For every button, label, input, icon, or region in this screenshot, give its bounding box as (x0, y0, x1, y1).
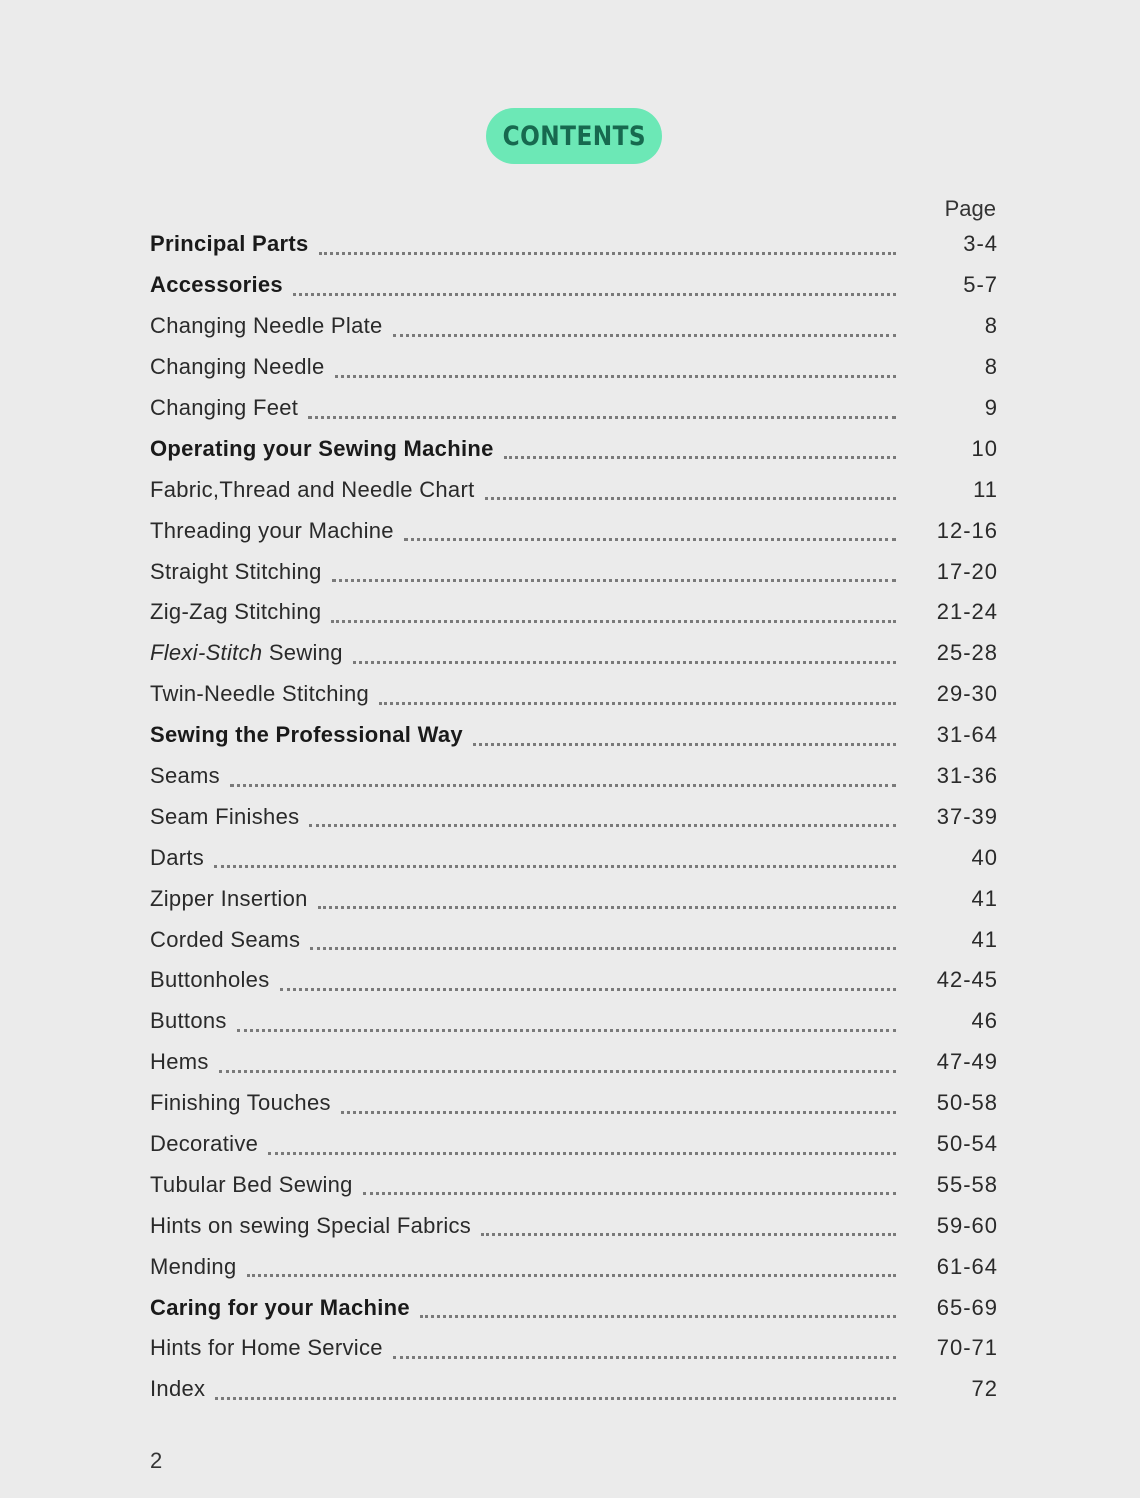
toc-entry-page: 41 (971, 926, 998, 952)
dot-leader (280, 988, 897, 991)
toc-entry-page: 59-60 (936, 1212, 998, 1238)
contents-title-badge (486, 108, 662, 164)
toc-entry (150, 878, 998, 919)
toc-entry-title (150, 1008, 227, 1034)
toc-entry (150, 1205, 998, 1246)
dot-leader (310, 947, 896, 950)
toc-entry-page: 46 (971, 1008, 998, 1034)
toc-entry (150, 1369, 998, 1410)
toc-entry-page: 25-28 (936, 640, 998, 666)
toc-entry-title-text: Zipper Insertion (150, 885, 308, 911)
toc-entry-title-text: Changing Feet (150, 395, 299, 420)
dot-leader (247, 1274, 897, 1277)
toc-entry-title-text: Hints for Home Service (150, 1335, 383, 1361)
toc-entry-title (150, 559, 322, 585)
page-column-header: Page (944, 196, 996, 221)
toc-entry-title (150, 518, 394, 544)
dot-leader (214, 865, 896, 868)
dot-leader (363, 1192, 896, 1195)
toc-entry (150, 1287, 998, 1328)
toc-entry-page: 70-71 (936, 1335, 998, 1361)
toc-entry-page: 65-69 (936, 1294, 998, 1320)
toc-entry-page: 55-58 (936, 1171, 998, 1197)
toc-entry-page: 41 (971, 885, 998, 911)
toc-entry-page: 47-49 (936, 1049, 998, 1075)
table-of-contents (150, 224, 998, 1410)
toc-entry-title-italic: Flexi-Stitch (150, 640, 263, 666)
toc-entry (150, 388, 998, 429)
toc-entry-title-text: Hints on sewing Special Fabrics (150, 1212, 472, 1238)
toc-entry-title (150, 722, 463, 748)
toc-entry-title (150, 599, 321, 625)
dot-leader (404, 538, 896, 541)
toc-entry-page: 61-64 (936, 1253, 998, 1279)
toc-entry-title (150, 1254, 237, 1280)
dot-leader (308, 416, 896, 419)
dot-leader (379, 702, 896, 705)
toc-entry-title-text: Fabric,Thread and Needle Chart (150, 476, 475, 502)
toc-entry-page: 42-45 (936, 967, 998, 993)
toc-entry-title (150, 477, 475, 503)
toc-entry-title-text: Twin-Needle Stitching (150, 681, 370, 707)
toc-entry (150, 1042, 998, 1083)
toc-entry (150, 347, 998, 388)
toc-entry-title-text: Straight Stitching (150, 558, 322, 584)
toc-entry-title (150, 845, 204, 871)
toc-entry (150, 428, 998, 469)
toc-entry-page: 50-58 (936, 1090, 998, 1116)
toc-entry (150, 633, 998, 674)
toc-entry-page: 12-16 (936, 517, 998, 543)
toc-entry-title-text: Seam Finishes (150, 803, 300, 829)
toc-entry-title (150, 927, 300, 953)
dot-leader (230, 784, 896, 787)
toc-entry-title-text: Index (150, 1376, 206, 1402)
dot-leader (219, 1070, 896, 1073)
toc-entry-title (150, 763, 220, 789)
toc-entry-title (150, 354, 325, 380)
toc-entry-page: 72 (971, 1376, 998, 1402)
dot-leader (504, 456, 896, 459)
toc-entry-title-text: Changing Needle (150, 354, 325, 380)
toc-entry (150, 756, 998, 797)
toc-entry-title (150, 1049, 209, 1075)
toc-entry (150, 592, 998, 633)
toc-entry-title (150, 272, 283, 298)
toc-entry-title (150, 640, 343, 666)
toc-entry (150, 1246, 998, 1287)
toc-entry (150, 1083, 998, 1124)
toc-entry-page: 40 (971, 844, 998, 870)
toc-entry (150, 674, 998, 715)
dot-leader (332, 579, 896, 582)
toc-entry-title (150, 313, 383, 339)
toc-entry (150, 469, 998, 510)
toc-entry-title-text: Decorative (150, 1131, 259, 1157)
toc-entry-page: 17-20 (936, 558, 998, 584)
toc-entry (150, 306, 998, 347)
toc-entry-title (150, 1295, 410, 1321)
dot-leader (318, 906, 896, 909)
toc-entry (150, 1164, 998, 1205)
dot-leader (293, 293, 896, 296)
page-number: 2 (150, 1448, 163, 1473)
toc-entry-title-text: Corded Seams (150, 926, 301, 952)
toc-entry-title (150, 395, 298, 421)
toc-entry-title-text: Finishing Touches (150, 1090, 331, 1116)
toc-entry-title-text: Buttons (150, 1008, 227, 1034)
toc-entry-page: 21-24 (936, 599, 998, 625)
toc-entry-page: 50-54 (936, 1131, 998, 1157)
toc-entry-title-text: Mending (150, 1253, 237, 1279)
toc-entry-title (150, 1213, 471, 1239)
toc-entry-title-text: Seams (150, 763, 220, 789)
toc-entry (150, 1001, 998, 1042)
toc-entry (150, 960, 998, 1001)
toc-entry-title (150, 967, 270, 993)
dot-leader (341, 1111, 896, 1114)
toc-entry (150, 919, 998, 960)
toc-entry (150, 796, 998, 837)
toc-entry-page: 10 (971, 435, 998, 461)
toc-entry-title-text: Hems (150, 1049, 209, 1075)
toc-entry (150, 715, 998, 756)
toc-entry-page: 31-64 (936, 722, 998, 748)
toc-entry-page: 9 (984, 395, 998, 420)
toc-entry-title (150, 1131, 258, 1157)
toc-entry-title (150, 1172, 353, 1198)
toc-entry (150, 837, 998, 878)
dot-leader (268, 1152, 896, 1155)
toc-entry-page: 5-7 (963, 272, 998, 298)
toc-entry-title-text: Sewing the Professional Way (150, 722, 463, 748)
toc-entry-title (150, 436, 494, 462)
dot-leader (319, 252, 896, 255)
dot-leader (331, 620, 896, 623)
toc-entry-page: 29-30 (936, 681, 998, 707)
toc-entry-page: 3-4 (963, 231, 998, 257)
toc-entry-title-text: Tubular Bed Sewing (150, 1171, 353, 1197)
toc-entry-title-text: Operating your Sewing Machine (150, 435, 494, 461)
toc-entry (150, 510, 998, 551)
toc-entry-title-text: Buttonholes (150, 967, 270, 993)
dot-leader (473, 743, 896, 746)
dot-leader (335, 375, 896, 378)
toc-entry-page: 37-39 (936, 803, 998, 829)
toc-entry-title-text: Accessories (150, 272, 283, 298)
toc-entry-page: 8 (984, 354, 998, 380)
toc-entry-title (150, 1376, 205, 1402)
toc-entry-title-text: Changing Needle Plate (150, 313, 383, 339)
toc-entry (150, 551, 998, 592)
toc-entry-title (150, 1335, 383, 1361)
toc-entry-page: 8 (984, 313, 998, 339)
toc-entry (150, 265, 998, 306)
toc-entry-title-text: Threading your Machine (150, 517, 394, 543)
dot-leader (393, 1356, 896, 1359)
dot-leader (393, 334, 896, 337)
dot-leader (215, 1397, 896, 1400)
toc-entry (150, 224, 998, 265)
dot-leader (237, 1029, 896, 1032)
dot-leader (420, 1315, 896, 1318)
dot-leader (353, 661, 896, 664)
toc-entry-title-text: Sewing (262, 640, 343, 666)
toc-entry-title-text: Principal Parts (150, 231, 309, 257)
toc-entry-page: 31-36 (936, 763, 998, 789)
toc-entry-title-text: Caring for your Machine (150, 1294, 410, 1320)
toc-entry-title (150, 804, 299, 830)
toc-entry-title-text: Darts (150, 844, 205, 870)
dot-leader (481, 1233, 896, 1236)
toc-entry-page: 11 (973, 476, 998, 502)
contents-title: CONTENTS (502, 120, 646, 152)
toc-entry-title (150, 681, 369, 707)
toc-entry (150, 1328, 998, 1369)
toc-entry-title (150, 1090, 331, 1116)
toc-entry-title (150, 886, 308, 912)
toc-entry (150, 1124, 998, 1165)
toc-entry-title-text: Zig-Zag Stitching (150, 599, 322, 625)
toc-entry-title (150, 231, 309, 257)
dot-leader (309, 824, 896, 827)
dot-leader (485, 497, 897, 500)
